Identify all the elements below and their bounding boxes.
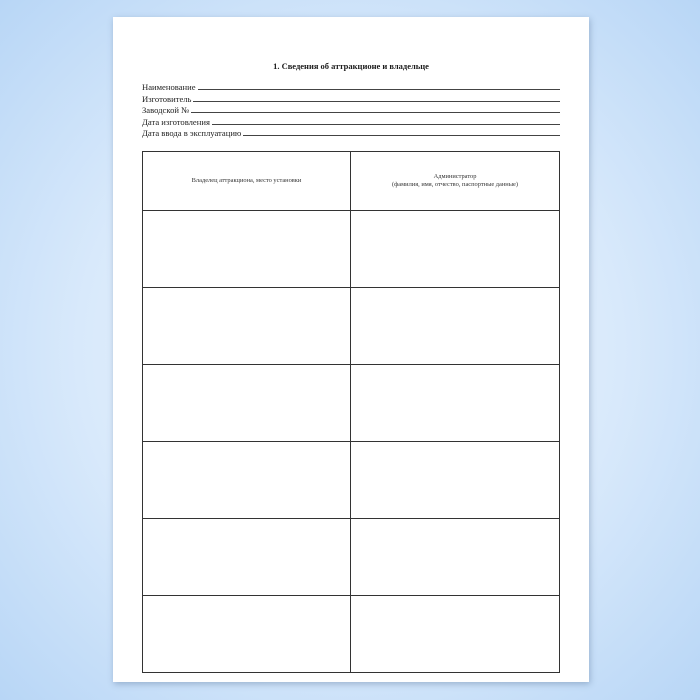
field-manufacture-date-label: Дата изготовления — [142, 116, 210, 127]
field-commissioning-date — [142, 127, 560, 138]
field-commissioning-date-label: Дата ввода в эксплуатацию — [142, 127, 242, 138]
table-header-administrator — [351, 152, 559, 210]
field-manufacture-date — [142, 115, 560, 126]
table-row-divider — [143, 441, 559, 442]
field-manufacturer-line — [193, 100, 560, 102]
table-row-divider — [143, 364, 559, 365]
field-serial-number-line — [191, 111, 560, 113]
table-row-divider — [143, 287, 559, 288]
field-manufacturer-label: Изготовитель — [142, 93, 192, 104]
table-header-owner — [143, 152, 350, 210]
table-row-divider — [143, 518, 559, 519]
table-row-divider — [143, 210, 559, 211]
field-name-line — [198, 88, 560, 90]
field-serial-number-label: Заводской № — [142, 105, 190, 116]
field-manufacture-date-line — [212, 123, 560, 125]
table-row-divider — [143, 595, 559, 596]
owner-table — [142, 151, 560, 673]
field-name — [142, 81, 560, 92]
info-fields — [142, 81, 560, 138]
field-manufacturer — [142, 92, 560, 103]
document-page — [113, 17, 589, 682]
table-header-owner-text: Владелец аттракциона, место установки — [191, 177, 302, 184]
table-column-divider — [350, 152, 351, 672]
field-serial-number — [142, 104, 560, 115]
field-name-label: Наименование — [142, 82, 196, 93]
field-commissioning-date-line — [243, 134, 560, 136]
table-header-administrator-title: Администратор — [433, 173, 477, 180]
document-title: 1. Сведения об аттракционе и владельце — [273, 61, 429, 71]
table-header-administrator-subtitle: (фамилия, имя, отчество, паспортные данные) — [392, 181, 518, 188]
